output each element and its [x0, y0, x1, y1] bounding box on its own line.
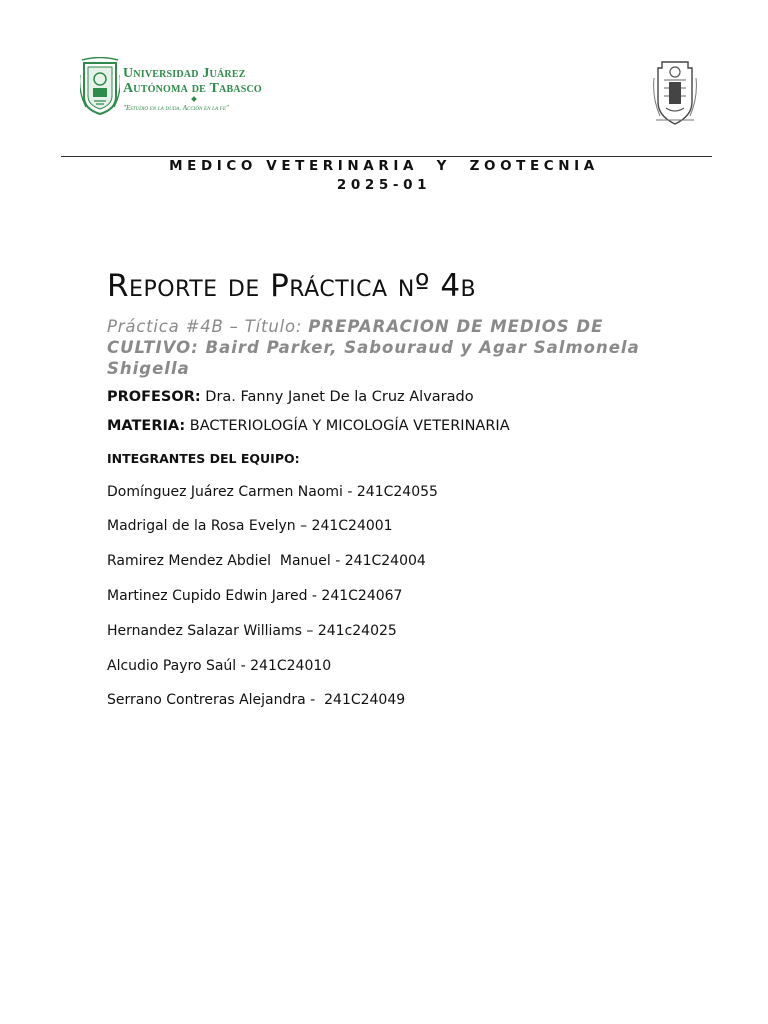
university-name-line2: Autónoma de Tabasco	[123, 81, 262, 96]
university-motto: "Estudio en la duda. Acción en la fe"	[123, 104, 229, 112]
professor-label: PROFESOR:	[107, 389, 201, 405]
practice-title	[107, 316, 647, 379]
team-member: Hernandez Salazar Williams – 241c24025	[107, 623, 397, 639]
program-name: MEDICO VETERINARIA Y ZOOTECNIA	[169, 158, 599, 174]
team-member: Martinez Cupido Edwin Jared - 241C24067	[107, 588, 403, 604]
practice-title-text: PREPARACION DE MEDIOS DE CULTIVO: Baird Parker, Sabouraud y Agar Salmonela Shigella	[107, 317, 640, 378]
university-crest	[652, 58, 698, 126]
report-title: Reporte de Práctica nº 4b	[107, 268, 477, 304]
team-member: Ramirez Mendez Abdiel Manuel - 241C24004	[107, 553, 426, 569]
university-crest-icon	[652, 58, 698, 126]
practice-prefix: Práctica #4B – Título:	[107, 317, 309, 336]
subject-label: MATERIA:	[107, 418, 186, 434]
subject-value: BACTERIOLOGÍA Y MICOLOGÍA VETERINARIA	[185, 418, 510, 434]
university-seal-icon	[80, 57, 120, 115]
program-period: 2025-01	[336, 177, 432, 193]
university-logo	[80, 57, 270, 115]
header-divider	[61, 156, 712, 157]
university-name-line1: Universidad Juárez	[123, 66, 246, 81]
team-member: Serrano Contreras Alejandra - 241C24049	[107, 692, 406, 708]
professor-field	[107, 389, 474, 405]
team-heading: INTEGRANTES DEL EQUIPO:	[107, 451, 300, 466]
subject-field	[107, 418, 510, 434]
professor-value: Dra. Fanny Janet De la Cruz Alvarado	[200, 389, 474, 405]
team-member: Madrigal de la Rosa Evelyn – 241C24001	[107, 518, 393, 534]
divider-diamond	[191, 96, 197, 102]
team-member: Domínguez Juárez Carmen Naomi - 241C24055	[107, 484, 438, 500]
team-member: Alcudio Payro Saúl - 241C24010	[107, 658, 332, 674]
